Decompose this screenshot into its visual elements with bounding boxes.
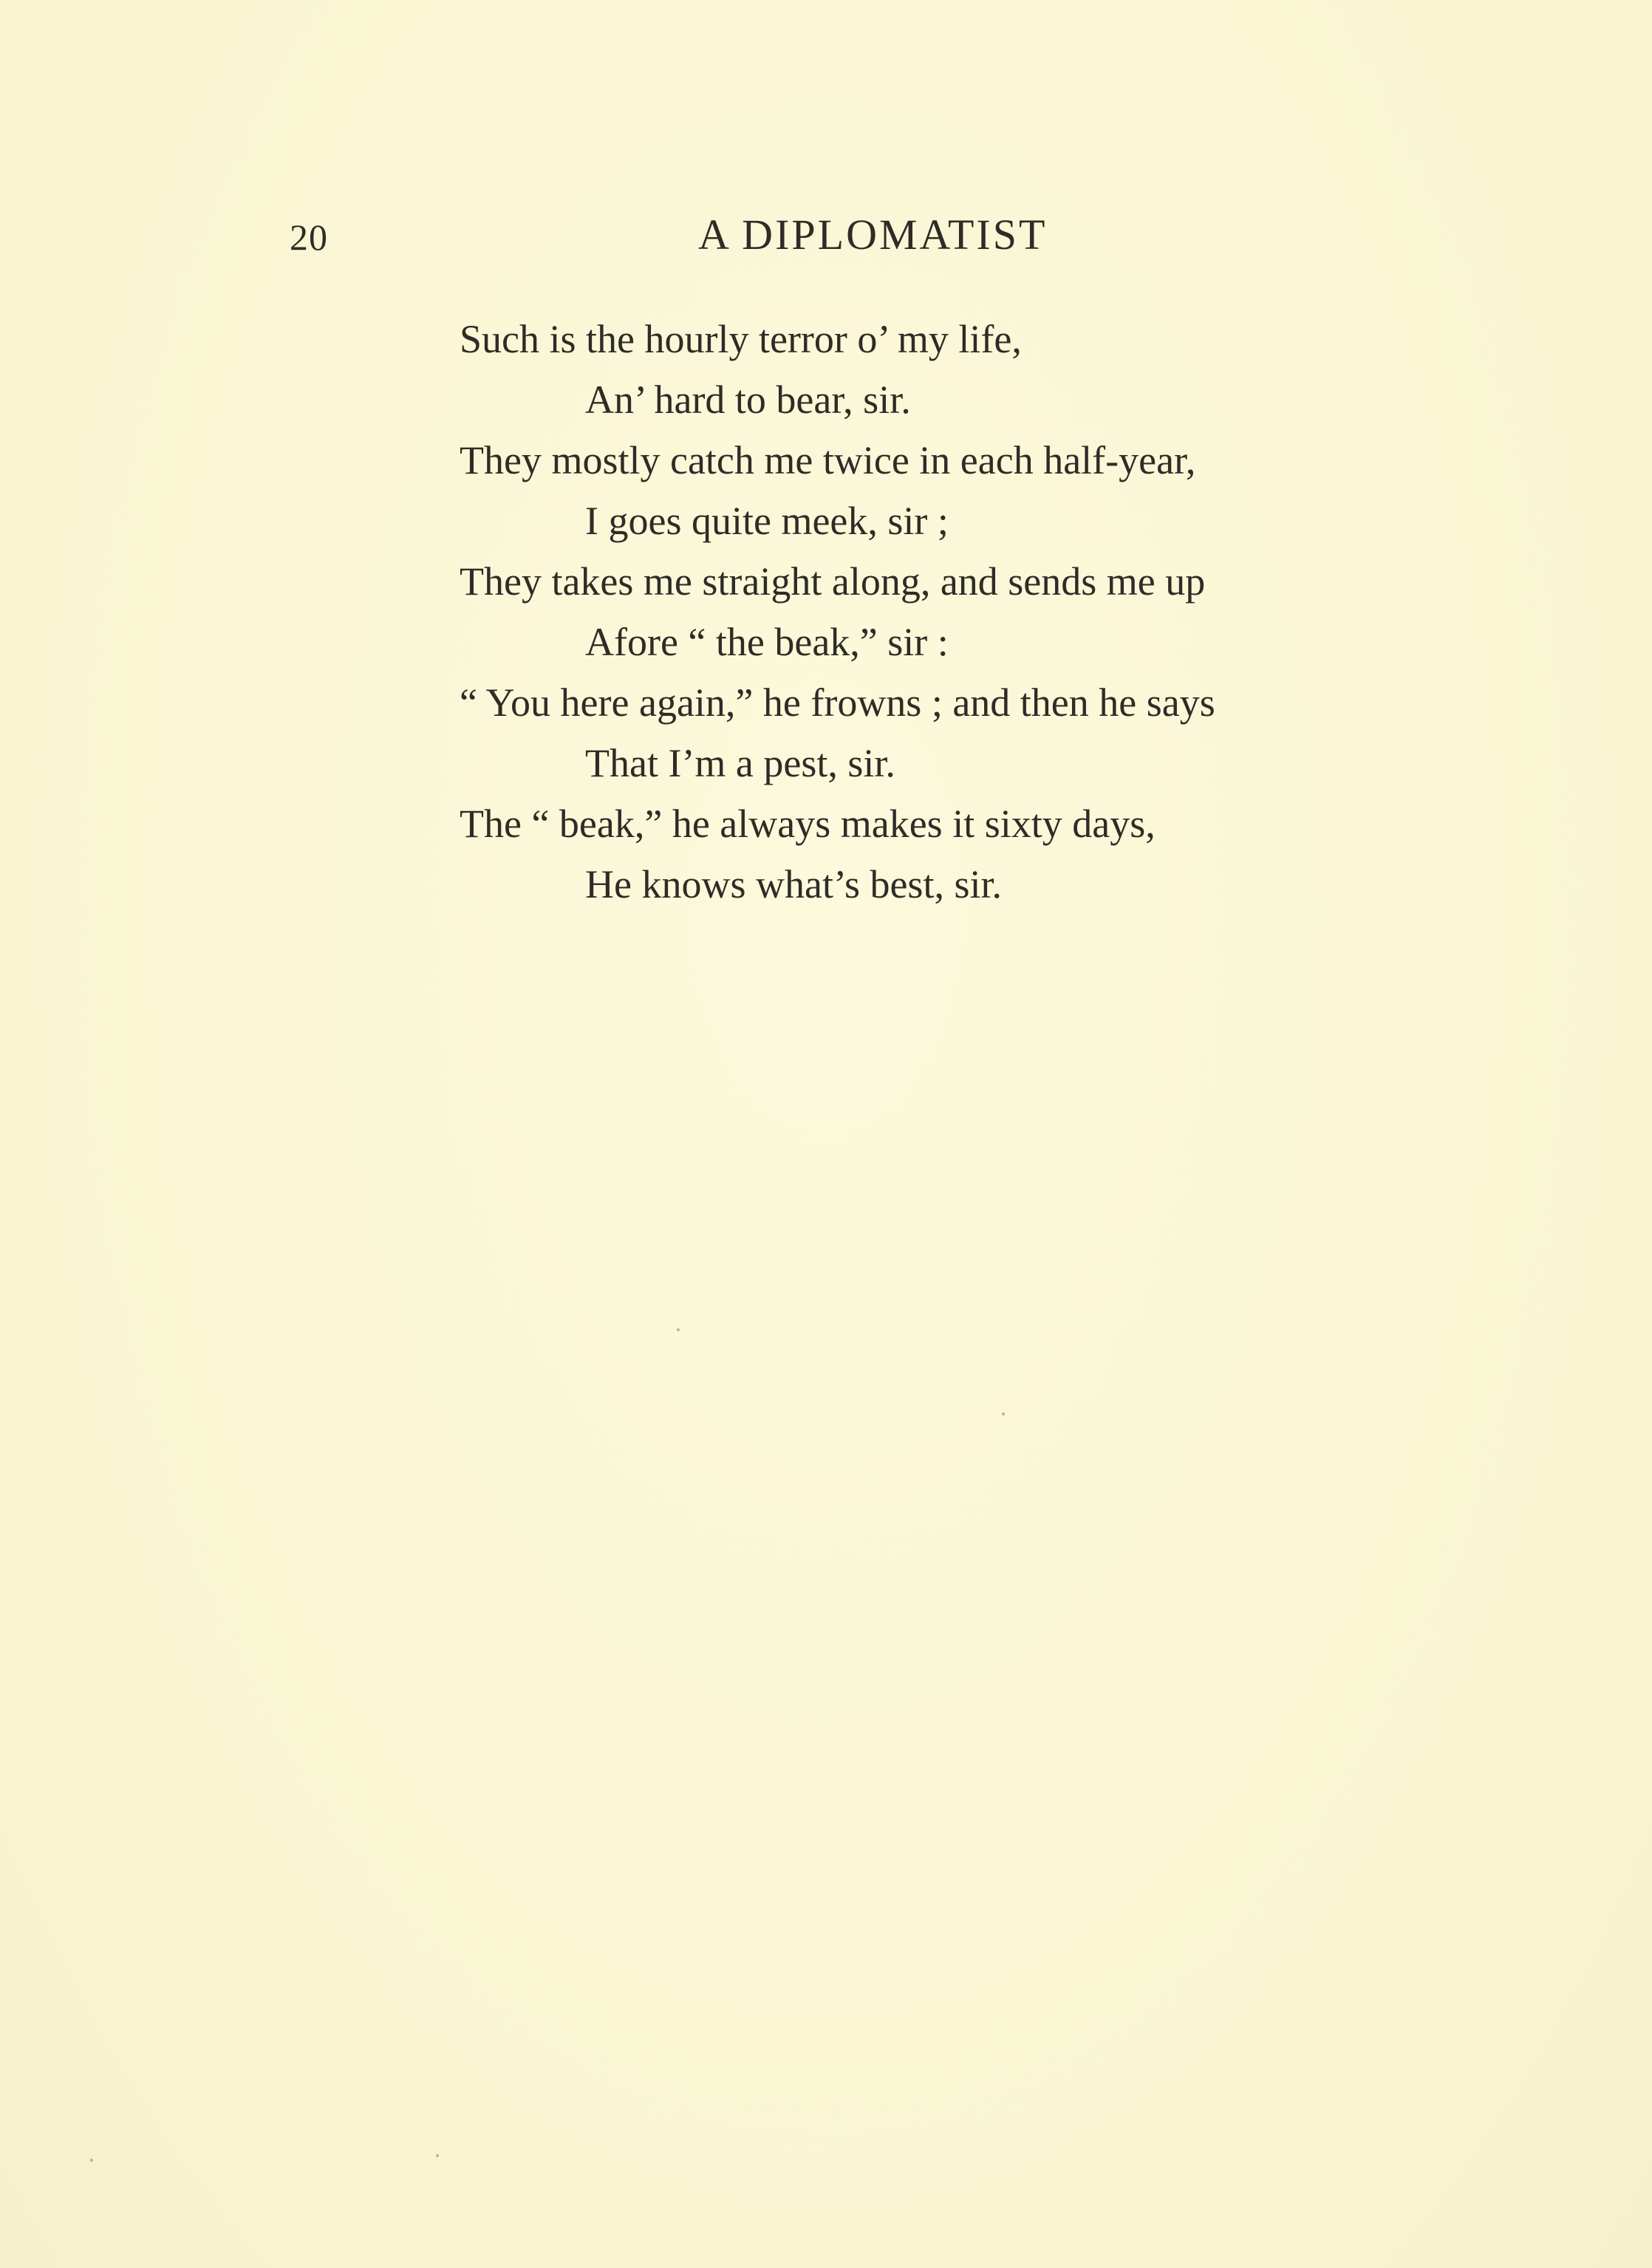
paper-speck	[436, 2154, 439, 2157]
paper-speck	[677, 1328, 680, 1331]
poem-line: He knows what’s best, sir.	[585, 862, 1002, 906]
paper-speck	[90, 2159, 93, 2162]
running-title: A DIPLOMATIST	[698, 211, 1048, 259]
paper-speck	[1002, 1413, 1005, 1415]
poem-line: Afore “ the beak,” sir :	[585, 620, 949, 664]
poem-line: Such is the hourly terror o’ my life,	[460, 317, 1022, 361]
poem-line: That I’m a pest, sir.	[585, 741, 895, 785]
poem-line: I goes quite meek, sir ;	[585, 499, 949, 543]
poem-line: They mostly catch me twice in each half-year,	[460, 438, 1196, 482]
page-number: 20	[290, 216, 328, 258]
poem-stanza	[460, 309, 1420, 915]
poem-line: “ You here again,” he frowns ; and then he says	[460, 680, 1215, 725]
poem-line: The “ beak,” he always makes it sixty days,	[460, 802, 1156, 846]
poem-line: An’ hard to bear, sir.	[585, 378, 911, 422]
poem-line: They takes me straight along, and sends me up	[460, 559, 1206, 604]
